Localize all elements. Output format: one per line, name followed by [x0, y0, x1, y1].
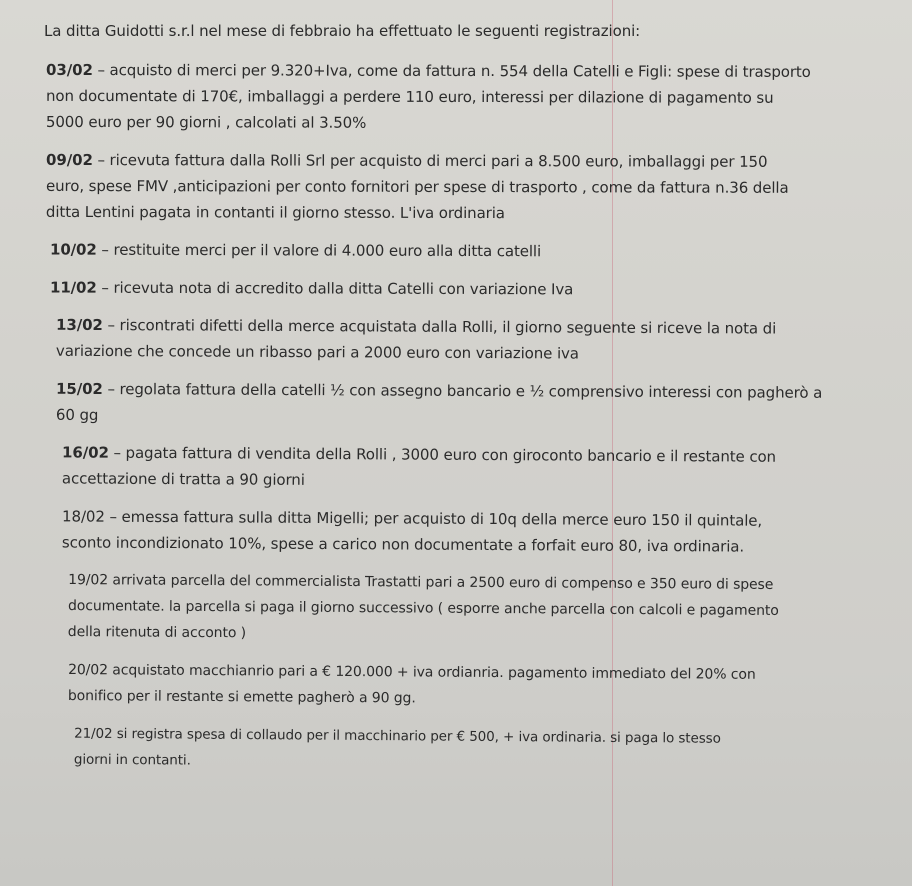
- entry-line: arrivata parcella del commercialista Trastatti pari a 2500 euro di compenso e 350 euro di spese: [112, 572, 774, 593]
- entry-line: acquistato macchianrio pari a € 120.000 + iva ordianria. pagamento immediato del 20% con: [112, 662, 756, 683]
- entry-18-02: [62, 503, 912, 560]
- entry-line: non documentate di 170€, imballaggi a perdere 110 euro, interessi per dilazione di pagamento su: [45, 86, 774, 107]
- entry-15-02: [56, 376, 906, 432]
- entry-date: 15/02: [56, 379, 103, 399]
- document-intro: La ditta Guidotti s.r.l nel mese di febbraio ha effettuato le seguenti registrazioni:: [44, 22, 641, 40]
- entry-date: 03/02: [46, 60, 93, 80]
- entry-line: ditta Lentini pagata in contanti il giorno stesso. L'iva ordinaria: [45, 202, 505, 223]
- entry-line: variazione che concede un ribasso pari a 2000 euro con variazione iva: [55, 341, 579, 363]
- entry-date: 11/02: [49, 278, 97, 297]
- entry-16-02: [62, 439, 912, 496]
- entry-line: – emessa fattura sulla ditta Migelli; per acquisto di 10q della merce euro 150 il quintale,: [109, 507, 763, 530]
- document-body: [44, 18, 894, 788]
- entry-line: – restituite merci per il valore di 4.000 euro alla ditta catelli: [101, 240, 542, 261]
- entry-11-02: [50, 275, 900, 304]
- entry-19-02: [68, 567, 912, 651]
- entry-21-02: [74, 721, 912, 780]
- entry-date: 13/02: [56, 315, 103, 335]
- entry-date: 21/02: [74, 725, 113, 742]
- entry-date: 19/02: [68, 572, 109, 589]
- entry-line: accettazione di tratta a 90 giorni: [61, 469, 305, 489]
- entry-13-02: [56, 312, 906, 368]
- entry-10-02: [50, 237, 900, 266]
- entry-line: della ritenuta di acconto ): [67, 624, 247, 642]
- entry-line: – pagata fattura di vendita della Rolli , 3000 euro con giroconto bancario e il restante con: [113, 443, 777, 466]
- entry-line: – ricevuta nota di accredito dalla ditta Catelli con variazione Iva: [101, 278, 574, 299]
- entry-line: bonifico per il restante si emette pagherò a 90 gg.: [67, 688, 416, 707]
- entry-line: euro, spese FMV ,anticipazioni per conto fornitori per spese di trasporto , come da fattura n.36 della: [45, 176, 789, 197]
- entry-line: – riscontrati difetti della merce acquistata dalla Rolli, il giorno seguente si riceve la nota di: [107, 316, 777, 338]
- entry-line: 5000 euro per 90 giorni , calcolati al 3.50%: [45, 112, 367, 132]
- entry-date: 09/02: [46, 150, 93, 170]
- entry-09-02: [46, 147, 896, 227]
- entry-line: – acquisto di merci per 9.320+Iva, come da fattura n. 554 della Catelli e Figli: spese di trasporto: [97, 61, 811, 81]
- entry-date: 16/02: [62, 443, 109, 462]
- entry-line: – ricevuta fattura dalla Rolli Srl per acquisto di merci pari a 8.500 euro, imballaggi per 150: [97, 151, 768, 171]
- entry-03-02: [46, 57, 896, 137]
- entry-line: 60 gg: [55, 405, 99, 424]
- entry-line: si registra spesa di collaudo per il macchinario per € 500, + iva ordinaria. si paga lo stesso: [116, 725, 721, 747]
- entry-date: 18/02: [62, 507, 105, 526]
- entry-line: – regolata fattura della catelli ½ con assegno bancario e ½ comprensivo interessi con pagherò a: [107, 380, 823, 402]
- entry-line: giorni in contanti.: [73, 751, 191, 769]
- entry-line: documentate. la parcella si paga il giorno successivo ( esporre anche parcella con calcoli e pagamento: [67, 598, 779, 619]
- entry-20-02: [68, 657, 912, 715]
- entry-line: sconto incondizionato 10%, spese a carico non documentate a forfait euro 80, iva ordinaria.: [61, 533, 745, 556]
- entry-date: 10/02: [49, 240, 97, 259]
- entry-date: 20/02: [68, 662, 109, 679]
